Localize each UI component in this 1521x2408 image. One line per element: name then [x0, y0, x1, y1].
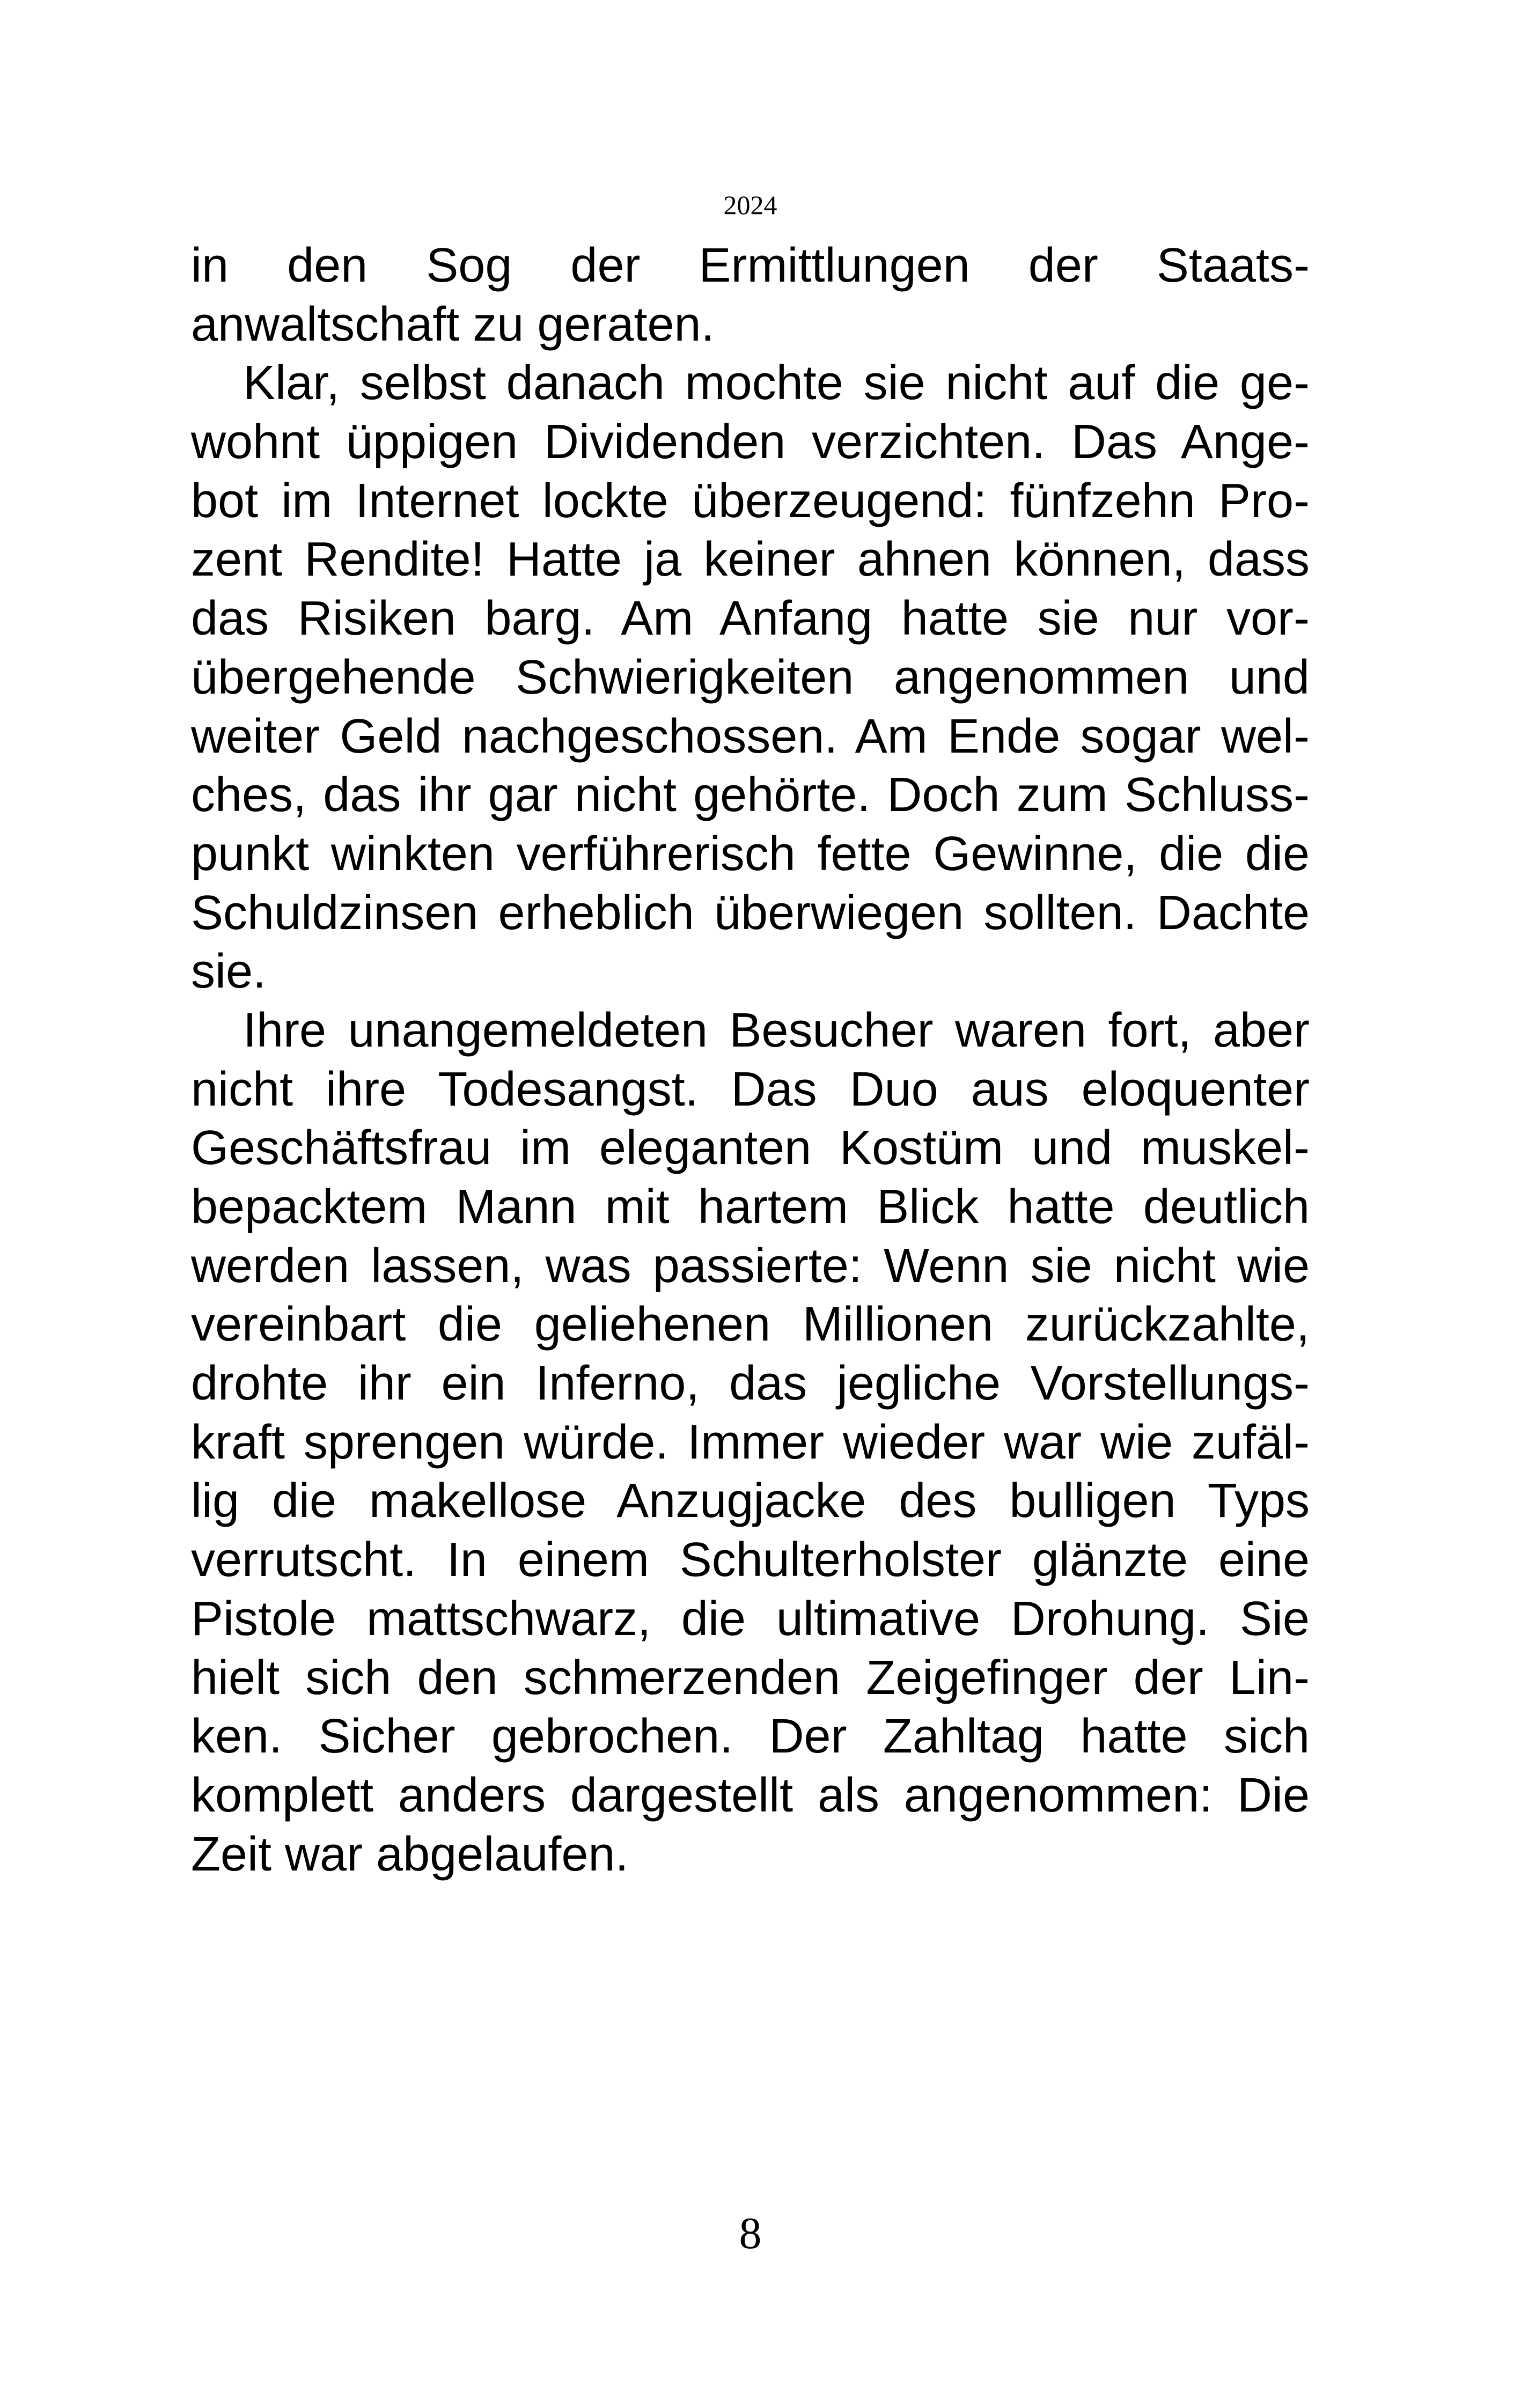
text-line: hielt sich den schmerzenden Zeigefinger der Lin-	[191, 1651, 1310, 1705]
paragraph	[191, 354, 1310, 1002]
text-line: Zeit war abgelaufen.	[191, 1827, 629, 1881]
text-line: bepacktem Mann mit hartem Blick hatte deutlich	[191, 1180, 1310, 1234]
text-line: zent Rendite! Hatte ja keiner ahnen können, dass	[191, 533, 1310, 587]
text-line: das Risiken barg. Am Anfang hatte sie nur vor-	[191, 592, 1310, 646]
text-line: vereinbart die geliehenen Millionen zurückzahlte,	[191, 1298, 1310, 1352]
text-line: komplett anders dargestellt als angenommen: Die	[191, 1768, 1310, 1822]
page-number: 8	[739, 2208, 762, 2258]
text-line: Geschäftsfrau im eleganten Kostüm und muskel-	[191, 1121, 1310, 1175]
text-line: drohte ihr ein Inferno, das jegliche Vorstellungs-	[191, 1357, 1310, 1411]
text-line: weiter Geld nachgeschossen. Am Ende sogar wel-	[191, 709, 1310, 763]
text-line: werden lassen, was passierte: Wenn sie nicht wie	[191, 1239, 1310, 1293]
text-line: Klar, selbst danach mochte sie nicht auf die ge-	[243, 356, 1310, 410]
text-line: ken. Sicher gebrochen. Der Zahltag hatte sich	[191, 1710, 1310, 1764]
text-line: Schuldzinsen erheblich überwiegen sollten. Dachte	[191, 886, 1310, 940]
text-line: anwaltschaft zu geraten.	[191, 297, 715, 351]
text-line: nicht ihre Todesangst. Das Duo aus eloquenter	[191, 1062, 1310, 1116]
text-line: in den Sog der Ermittlungen der Staats-	[191, 239, 1310, 292]
body-text	[191, 237, 1310, 1884]
text-line: lig die makellose Anzugjacke des bulligen Typs	[191, 1474, 1310, 1528]
paragraph-continued	[191, 237, 1310, 354]
text-line: kraft sprengen würde. Immer wieder war wie zufäl-	[191, 1415, 1310, 1469]
running-header: 2024	[723, 190, 777, 220]
text-line: Pistole mattschwarz, die ultimative Drohung. Sie	[191, 1592, 1310, 1646]
text-line: punkt winkten verführerisch fette Gewinne, die die	[191, 827, 1310, 881]
text-line: sie.	[191, 945, 267, 999]
text-line: bot im Internet lockte überzeugend: fünfzehn Pro-	[191, 474, 1310, 528]
text-line: wohnt üppigen Dividenden verzichten. Das Ange-	[191, 415, 1310, 469]
text-line: Ihre unangemeldeten Besucher waren fort, aber	[243, 1003, 1310, 1057]
text-line: verrutscht. In einem Schulterholster glänzte eine	[191, 1533, 1310, 1587]
paragraph	[191, 1002, 1310, 1884]
text-line: übergehende Schwierigkeiten angenommen und	[191, 650, 1310, 704]
text-line: ches, das ihr gar nicht gehörte. Doch zum Schluss-	[191, 768, 1310, 822]
